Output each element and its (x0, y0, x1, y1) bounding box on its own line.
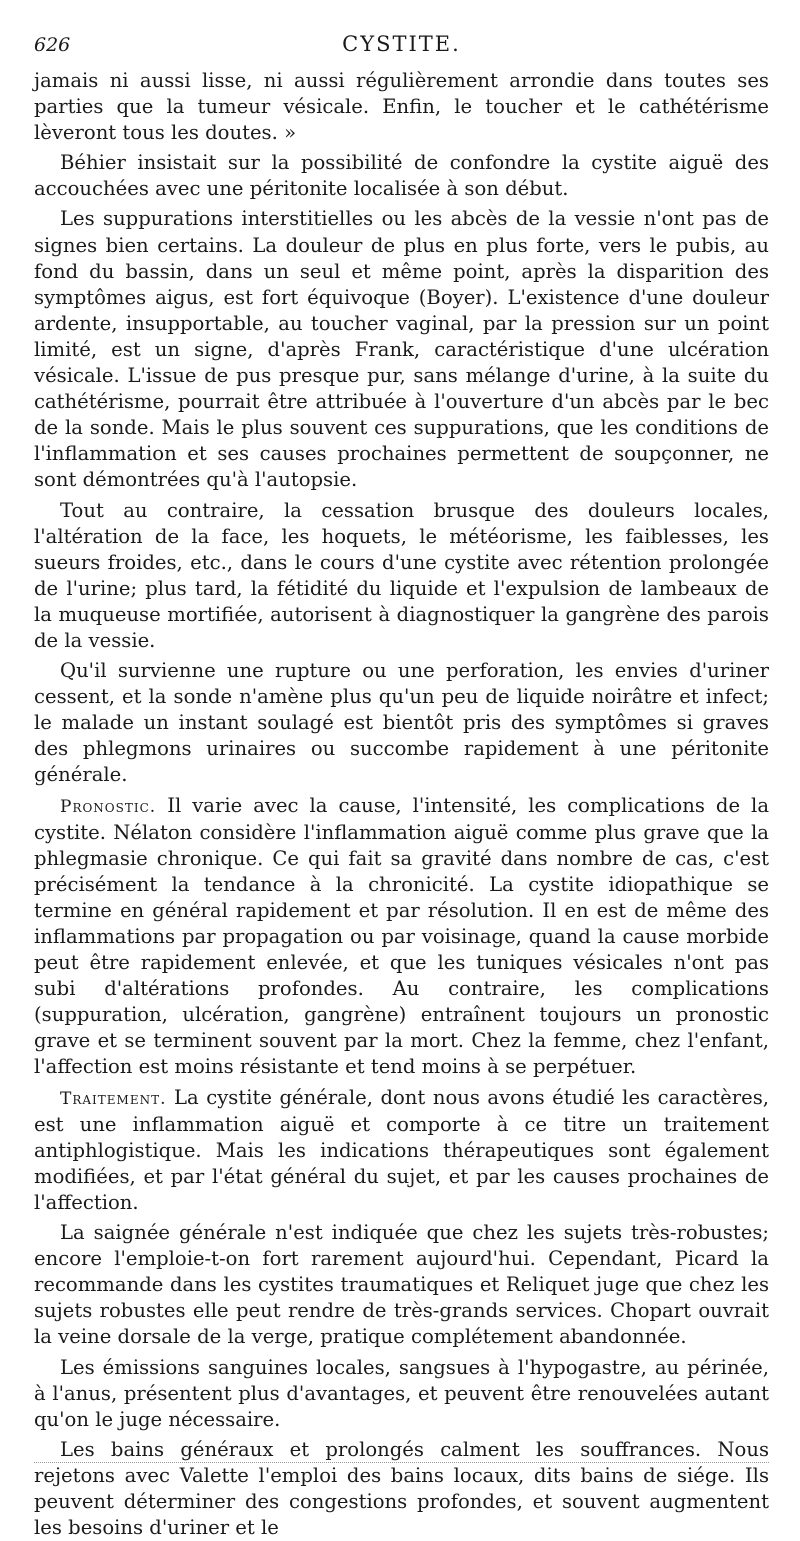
paragraph-5: Qu'il survienne une rupture ou une perforation, les envies d'uriner cessent, et la sonde n'amène plus qu'un peu de liquide noirâtre et infect; le malade un instant soulagé est bientôt pris des symptômes si graves des phlegmons urinaires ou succombe rapidement à une péritonite générale. (34, 659, 769, 787)
paragraph-9: Les émissions sanguines locales, sangsues à l'hypogastre, au périnée, à l'anus, présentent plus d'avantages, et peuvent être renouvelées autant qu'on le juge nécessaire. (34, 1355, 769, 1431)
document-page (34, 30, 769, 1541)
paragraph-pronostic-text: Il varie avec la cause, l'intensité, les complications de la cystite. Nélaton considère l'inflammation aiguë comme plus grave que la phlegmasie chronique. Ce qui fait sa gravité dans nombre de cas, c'est précisément la tendance à la chronicité. La cystite idiopathique se termine en général rapidement et par résolution. Il en est de même des inflammations par propagation ou par voisinage, quand la cause morbide peut être rapidement enlevée, et que les tuniques vésicales n'ont pas subi d'altérations profondes. Au contraire, les complications (suppuration, ulcération, gangrène) entraînent toujours un pronostic grave et se terminent souvent par la mort. Chez la femme, chez l'enfant, l'affection est moins résistante et tend moins à se perpétuer. (34, 793, 769, 1079)
page-number: 626 (34, 34, 71, 56)
footer-rule (34, 1462, 769, 1464)
body-text (34, 68, 769, 1541)
paragraph-pronostic (34, 793, 769, 1081)
paragraph-1: jamais ni aussi lisse, ni aussi régulièrement arrondie dans toutes ses parties que la tumeur vésicale. Enfin, le toucher et le cathétérisme lèveront tous les doutes. » (34, 69, 769, 145)
running-head (34, 30, 769, 68)
paragraph-traitement (34, 1085, 769, 1216)
paragraph-4: Tout au contraire, la cessation brusque des douleurs locales, l'altération de la face, les hoquets, le météorisme, les faiblesses, les sueurs froides, etc., dans le cours d'une cystite avec rétention prolongée de l'urine; plus tard, la fétidité du liquide et l'expulsion de lambeaux de la muqueuse mortifiée, autorisent à diagnostiquer la gangrène des parois de la vessie. (34, 498, 769, 652)
running-title: CYSTITE. (342, 32, 461, 56)
paragraph-8: La saignée générale n'est indiquée que chez les sujets très-robustes; encore l'emploie-t-on fort rarement aujourd'hui. Cependant, Picard la recommande dans les cystites traumatiques et Reliquet juge que chez les sujets robustes elle peut rendre de très-grands services. Chopart ouvrait la veine dorsale de la verge, pratique complétement abandonnée. (34, 1221, 769, 1349)
paragraph-3: Les suppurations interstitielles ou les abcès de la vessie n'ont pas de signes bien certains. La douleur de plus en plus forte, vers le pubis, au fond du bassin, dans un seul et même point, après la disparition des symptômes aigus, est fort équivoque (Boyer). L'existence d'une douleur ardente, insupportable, au toucher vaginal, par la pression sur un point limité, est un signe, d'après Frank, caractéristique d'une ulcération vésicale. L'issue de pus presque pur, sans mélange d'urine, à la suite du cathétérisme, pourrait être attribuée à l'ouverture d'un abcès par le bec de la sonde. Mais le plus souvent ces suppurations, que les conditions de l'inflammation et ses causes prochaines permettent de soupçonner, ne sont démontrées qu'à l'autopsie. (34, 207, 769, 492)
paragraph-traitement-text: La cystite générale, dont nous avons étudié les caractères, est une inflammation aiguë et comporte à ce titre un traitement antiphlogistique. Mais les indications thérapeutiques sont également modifiées, et par l'état général du sujet, et par les causes prochaines de l'affection. (34, 1085, 770, 1214)
paragraph-10: Les bains généraux et prolongés calment les souffrances. Nous rejetons avec Valette l'emploi des bains locaux, dits bains de siége. Ils peuvent déterminer des congestions profondes, et souvent augmentent les besoins d'uriner et le (34, 1437, 769, 1540)
section-label-traitement: Traitement. (60, 1088, 167, 1109)
paragraph-2: Béhier insistait sur la possibilité de confondre la cystite aiguë des accouchées avec une péritonite localisée à son début. (34, 151, 769, 201)
section-label-pronostic: Pronostic. (60, 796, 157, 817)
